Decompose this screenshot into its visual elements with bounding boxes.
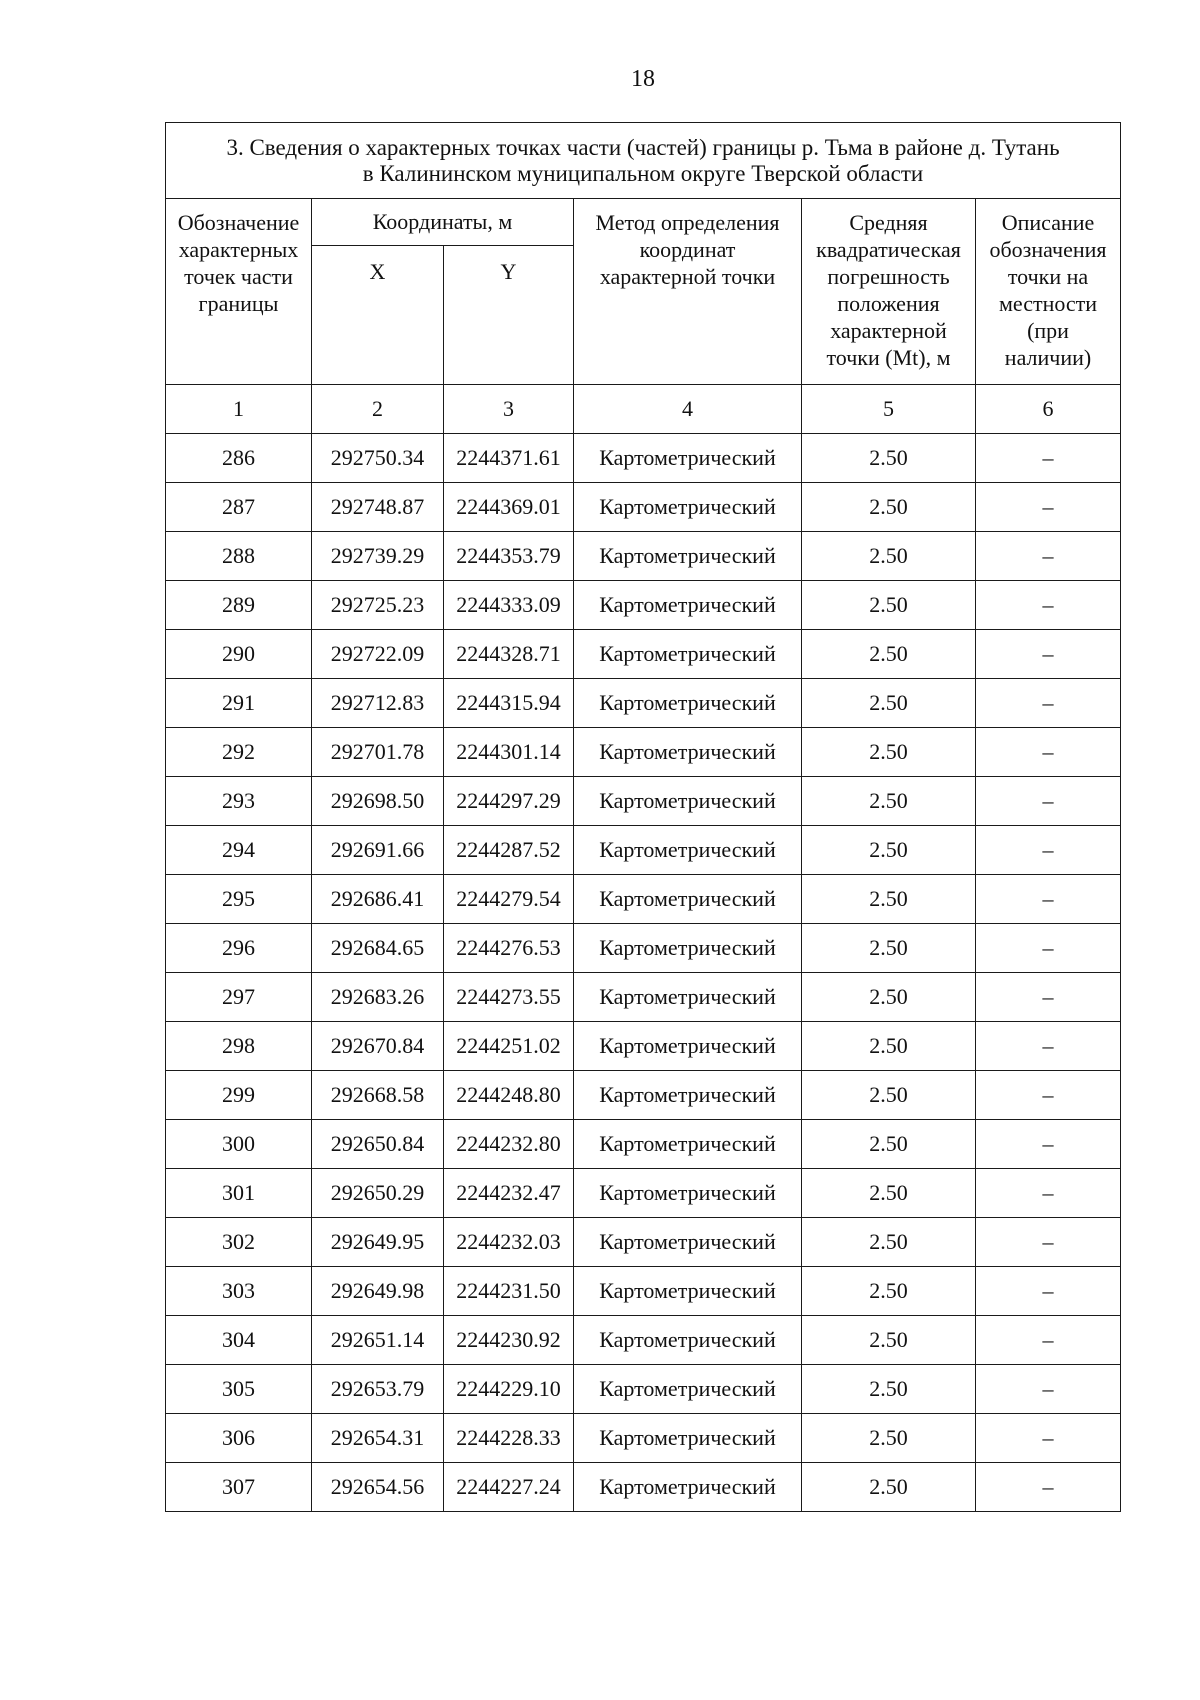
x-cell: 292748.87 bbox=[312, 483, 444, 532]
mt-cell: 2.50 bbox=[802, 1120, 976, 1169]
table-row bbox=[166, 1071, 1121, 1120]
description-cell: – bbox=[976, 875, 1121, 924]
mt-cell: 2.50 bbox=[802, 728, 976, 777]
table-row bbox=[166, 826, 1121, 875]
point-cell: 295 bbox=[166, 875, 312, 924]
y-cell: 2244276.53 bbox=[444, 924, 574, 973]
description-cell: – bbox=[976, 1316, 1121, 1365]
x-cell: 292691.66 bbox=[312, 826, 444, 875]
point-cell: 293 bbox=[166, 777, 312, 826]
table-row bbox=[166, 1267, 1121, 1316]
column-number: 4 bbox=[574, 385, 802, 434]
point-cell: 304 bbox=[166, 1316, 312, 1365]
x-cell: 292649.98 bbox=[312, 1267, 444, 1316]
column-number: 5 bbox=[802, 385, 976, 434]
header-method-line: координат bbox=[639, 237, 736, 262]
page-number: 18 bbox=[631, 66, 655, 92]
description-cell: – bbox=[976, 826, 1121, 875]
description-cell: – bbox=[976, 1169, 1121, 1218]
header-error-line: Средняя bbox=[849, 210, 928, 235]
point-cell: 287 bbox=[166, 483, 312, 532]
point-cell: 296 bbox=[166, 924, 312, 973]
x-cell: 292654.56 bbox=[312, 1463, 444, 1512]
method-cell: Картометрический bbox=[574, 581, 802, 630]
mt-cell: 2.50 bbox=[802, 1463, 976, 1512]
point-cell: 294 bbox=[166, 826, 312, 875]
header-error-line: погрешность bbox=[827, 264, 950, 289]
description-cell: – bbox=[976, 777, 1121, 826]
method-cell: Картометрический bbox=[574, 875, 802, 924]
y-cell: 2244227.24 bbox=[444, 1463, 574, 1512]
header-y: Y bbox=[444, 246, 574, 385]
y-cell: 2244333.09 bbox=[444, 581, 574, 630]
method-cell: Картометрический bbox=[574, 1463, 802, 1512]
x-cell: 292712.83 bbox=[312, 679, 444, 728]
table-title-line2: в Калининском муниципальном округе Тверской области bbox=[362, 160, 924, 186]
y-cell: 2244232.47 bbox=[444, 1169, 574, 1218]
method-cell: Картометрический bbox=[574, 1120, 802, 1169]
table-body bbox=[166, 434, 1121, 1512]
y-cell: 2244231.50 bbox=[444, 1267, 574, 1316]
description-cell: – bbox=[976, 924, 1121, 973]
table-row bbox=[166, 532, 1121, 581]
description-cell: – bbox=[976, 532, 1121, 581]
description-cell: – bbox=[976, 728, 1121, 777]
y-cell: 2244297.29 bbox=[444, 777, 574, 826]
table-row bbox=[166, 1365, 1121, 1414]
method-cell: Картометрический bbox=[574, 532, 802, 581]
mt-cell: 2.50 bbox=[802, 1267, 976, 1316]
description-cell: – bbox=[976, 1218, 1121, 1267]
y-cell: 2244279.54 bbox=[444, 875, 574, 924]
header-designation bbox=[166, 199, 312, 385]
mt-cell: 2.50 bbox=[802, 1071, 976, 1120]
table-row bbox=[166, 1414, 1121, 1463]
method-cell: Картометрический bbox=[574, 630, 802, 679]
x-cell: 292670.84 bbox=[312, 1022, 444, 1071]
method-cell: Картометрический bbox=[574, 1022, 802, 1071]
method-cell: Картометрический bbox=[574, 483, 802, 532]
description-cell: – bbox=[976, 1463, 1121, 1512]
mt-cell: 2.50 bbox=[802, 826, 976, 875]
mt-cell: 2.50 bbox=[802, 630, 976, 679]
description-cell: – bbox=[976, 1120, 1121, 1169]
point-cell: 303 bbox=[166, 1267, 312, 1316]
header-description bbox=[976, 199, 1121, 385]
x-cell: 292722.09 bbox=[312, 630, 444, 679]
x-cell: 292651.14 bbox=[312, 1316, 444, 1365]
table-row bbox=[166, 924, 1121, 973]
description-cell: – bbox=[976, 679, 1121, 728]
point-cell: 290 bbox=[166, 630, 312, 679]
method-cell: Картометрический bbox=[574, 1316, 802, 1365]
y-cell: 2244273.55 bbox=[444, 973, 574, 1022]
header-description-line: местности bbox=[998, 291, 1098, 316]
method-cell: Картометрический bbox=[574, 728, 802, 777]
mt-cell: 2.50 bbox=[802, 581, 976, 630]
mt-cell: 2.50 bbox=[802, 973, 976, 1022]
table-row bbox=[166, 1169, 1121, 1218]
y-cell: 2244328.71 bbox=[444, 630, 574, 679]
description-cell: – bbox=[976, 1365, 1121, 1414]
x-cell: 292686.41 bbox=[312, 875, 444, 924]
header-method-line: Метод определения bbox=[595, 210, 780, 235]
table-row bbox=[166, 483, 1121, 532]
method-cell: Картометрический bbox=[574, 1071, 802, 1120]
method-cell: Картометрический bbox=[574, 777, 802, 826]
point-cell: 297 bbox=[166, 973, 312, 1022]
x-cell: 292650.84 bbox=[312, 1120, 444, 1169]
header-description-line: (при bbox=[1027, 318, 1069, 343]
header-x: X bbox=[312, 246, 444, 385]
point-cell: 307 bbox=[166, 1463, 312, 1512]
header-error bbox=[802, 199, 976, 385]
header-method bbox=[574, 199, 802, 385]
method-cell: Картометрический bbox=[574, 1218, 802, 1267]
header-error-line: положения bbox=[837, 291, 940, 316]
x-cell: 292684.65 bbox=[312, 924, 444, 973]
mt-cell: 2.50 bbox=[802, 679, 976, 728]
description-cell: – bbox=[976, 630, 1121, 679]
x-cell: 292698.50 bbox=[312, 777, 444, 826]
mt-cell: 2.50 bbox=[802, 1022, 976, 1071]
x-cell: 292649.95 bbox=[312, 1218, 444, 1267]
y-cell: 2244287.52 bbox=[444, 826, 574, 875]
description-cell: – bbox=[976, 1267, 1121, 1316]
header-designation-line: характерных bbox=[178, 237, 299, 262]
x-cell: 292701.78 bbox=[312, 728, 444, 777]
y-cell: 2244301.14 bbox=[444, 728, 574, 777]
header-error-line: квадратическая bbox=[816, 237, 961, 262]
description-cell: – bbox=[976, 973, 1121, 1022]
y-cell: 2244353.79 bbox=[444, 532, 574, 581]
method-cell: Картометрический bbox=[574, 679, 802, 728]
description-cell: – bbox=[976, 1414, 1121, 1463]
table-row bbox=[166, 1218, 1121, 1267]
point-cell: 301 bbox=[166, 1169, 312, 1218]
header-error-line: характерной bbox=[830, 318, 947, 343]
mt-cell: 2.50 bbox=[802, 1316, 976, 1365]
x-cell: 292668.58 bbox=[312, 1071, 444, 1120]
boundary-points-table bbox=[165, 122, 1121, 1512]
method-cell: Картометрический bbox=[574, 826, 802, 875]
description-cell: – bbox=[976, 434, 1121, 483]
method-cell: Картометрический bbox=[574, 1169, 802, 1218]
header-coordinates: Координаты, м bbox=[312, 199, 574, 246]
header-description-line: Описание bbox=[1001, 210, 1095, 235]
point-cell: 292 bbox=[166, 728, 312, 777]
point-cell: 298 bbox=[166, 1022, 312, 1071]
column-number: 6 bbox=[976, 385, 1121, 434]
y-cell: 2244371.61 bbox=[444, 434, 574, 483]
header-designation-line: точек части bbox=[184, 264, 293, 289]
mt-cell: 2.50 bbox=[802, 875, 976, 924]
mt-cell: 2.50 bbox=[802, 1169, 976, 1218]
table-row bbox=[166, 1022, 1121, 1071]
mt-cell: 2.50 bbox=[802, 777, 976, 826]
point-cell: 299 bbox=[166, 1071, 312, 1120]
y-cell: 2244228.33 bbox=[444, 1414, 574, 1463]
y-cell: 2244248.80 bbox=[444, 1071, 574, 1120]
table-row bbox=[166, 679, 1121, 728]
table-row bbox=[166, 581, 1121, 630]
header-description-line: точки на bbox=[1007, 264, 1089, 289]
x-cell: 292653.79 bbox=[312, 1365, 444, 1414]
description-cell: – bbox=[976, 581, 1121, 630]
header-method-line: характерной точки bbox=[599, 264, 776, 289]
table-title-line1: 3. Сведения о характерных точках части (частей) границы р. Тьма в районе д. Тутань bbox=[226, 134, 1060, 160]
y-cell: 2244369.01 bbox=[444, 483, 574, 532]
table-row bbox=[166, 777, 1121, 826]
table-row bbox=[166, 434, 1121, 483]
mt-cell: 2.50 bbox=[802, 924, 976, 973]
mt-cell: 2.50 bbox=[802, 1365, 976, 1414]
table-row bbox=[166, 728, 1121, 777]
header-designation-line: границы bbox=[198, 291, 279, 316]
method-cell: Картометрический bbox=[574, 1414, 802, 1463]
header-error-line: точки (Mt), м bbox=[826, 345, 951, 370]
table-row bbox=[166, 1316, 1121, 1365]
table-row bbox=[166, 973, 1121, 1022]
column-numbers-row bbox=[166, 385, 1121, 434]
point-cell: 302 bbox=[166, 1218, 312, 1267]
header-description-line: наличии) bbox=[1004, 345, 1092, 370]
x-cell: 292750.34 bbox=[312, 434, 444, 483]
table-row bbox=[166, 630, 1121, 679]
table-row bbox=[166, 875, 1121, 924]
x-cell: 292739.29 bbox=[312, 532, 444, 581]
description-cell: – bbox=[976, 1022, 1121, 1071]
x-cell: 292650.29 bbox=[312, 1169, 444, 1218]
method-cell: Картометрический bbox=[574, 434, 802, 483]
header-description-line: обозначения bbox=[989, 237, 1107, 262]
table-row bbox=[166, 1463, 1121, 1512]
column-number: 3 bbox=[444, 385, 574, 434]
method-cell: Картометрический bbox=[574, 924, 802, 973]
method-cell: Картометрический bbox=[574, 1267, 802, 1316]
mt-cell: 2.50 bbox=[802, 483, 976, 532]
point-cell: 286 bbox=[166, 434, 312, 483]
method-cell: Картометрический bbox=[574, 1365, 802, 1414]
x-cell: 292725.23 bbox=[312, 581, 444, 630]
point-cell: 300 bbox=[166, 1120, 312, 1169]
x-cell: 292683.26 bbox=[312, 973, 444, 1022]
table-title bbox=[166, 123, 1121, 199]
mt-cell: 2.50 bbox=[802, 1218, 976, 1267]
mt-cell: 2.50 bbox=[802, 434, 976, 483]
point-cell: 288 bbox=[166, 532, 312, 581]
point-cell: 305 bbox=[166, 1365, 312, 1414]
header-designation-line: Обозначение bbox=[177, 210, 300, 235]
y-cell: 2244232.80 bbox=[444, 1120, 574, 1169]
description-cell: – bbox=[976, 1071, 1121, 1120]
description-cell: – bbox=[976, 483, 1121, 532]
y-cell: 2244315.94 bbox=[444, 679, 574, 728]
column-number: 2 bbox=[312, 385, 444, 434]
y-cell: 2244251.02 bbox=[444, 1022, 574, 1071]
mt-cell: 2.50 bbox=[802, 1414, 976, 1463]
y-cell: 2244232.03 bbox=[444, 1218, 574, 1267]
point-cell: 289 bbox=[166, 581, 312, 630]
table-row bbox=[166, 1120, 1121, 1169]
point-cell: 306 bbox=[166, 1414, 312, 1463]
points-table-container bbox=[165, 122, 1121, 1512]
method-cell: Картометрический bbox=[574, 973, 802, 1022]
point-cell: 291 bbox=[166, 679, 312, 728]
x-cell: 292654.31 bbox=[312, 1414, 444, 1463]
y-cell: 2244230.92 bbox=[444, 1316, 574, 1365]
mt-cell: 2.50 bbox=[802, 532, 976, 581]
column-number: 1 bbox=[166, 385, 312, 434]
y-cell: 2244229.10 bbox=[444, 1365, 574, 1414]
